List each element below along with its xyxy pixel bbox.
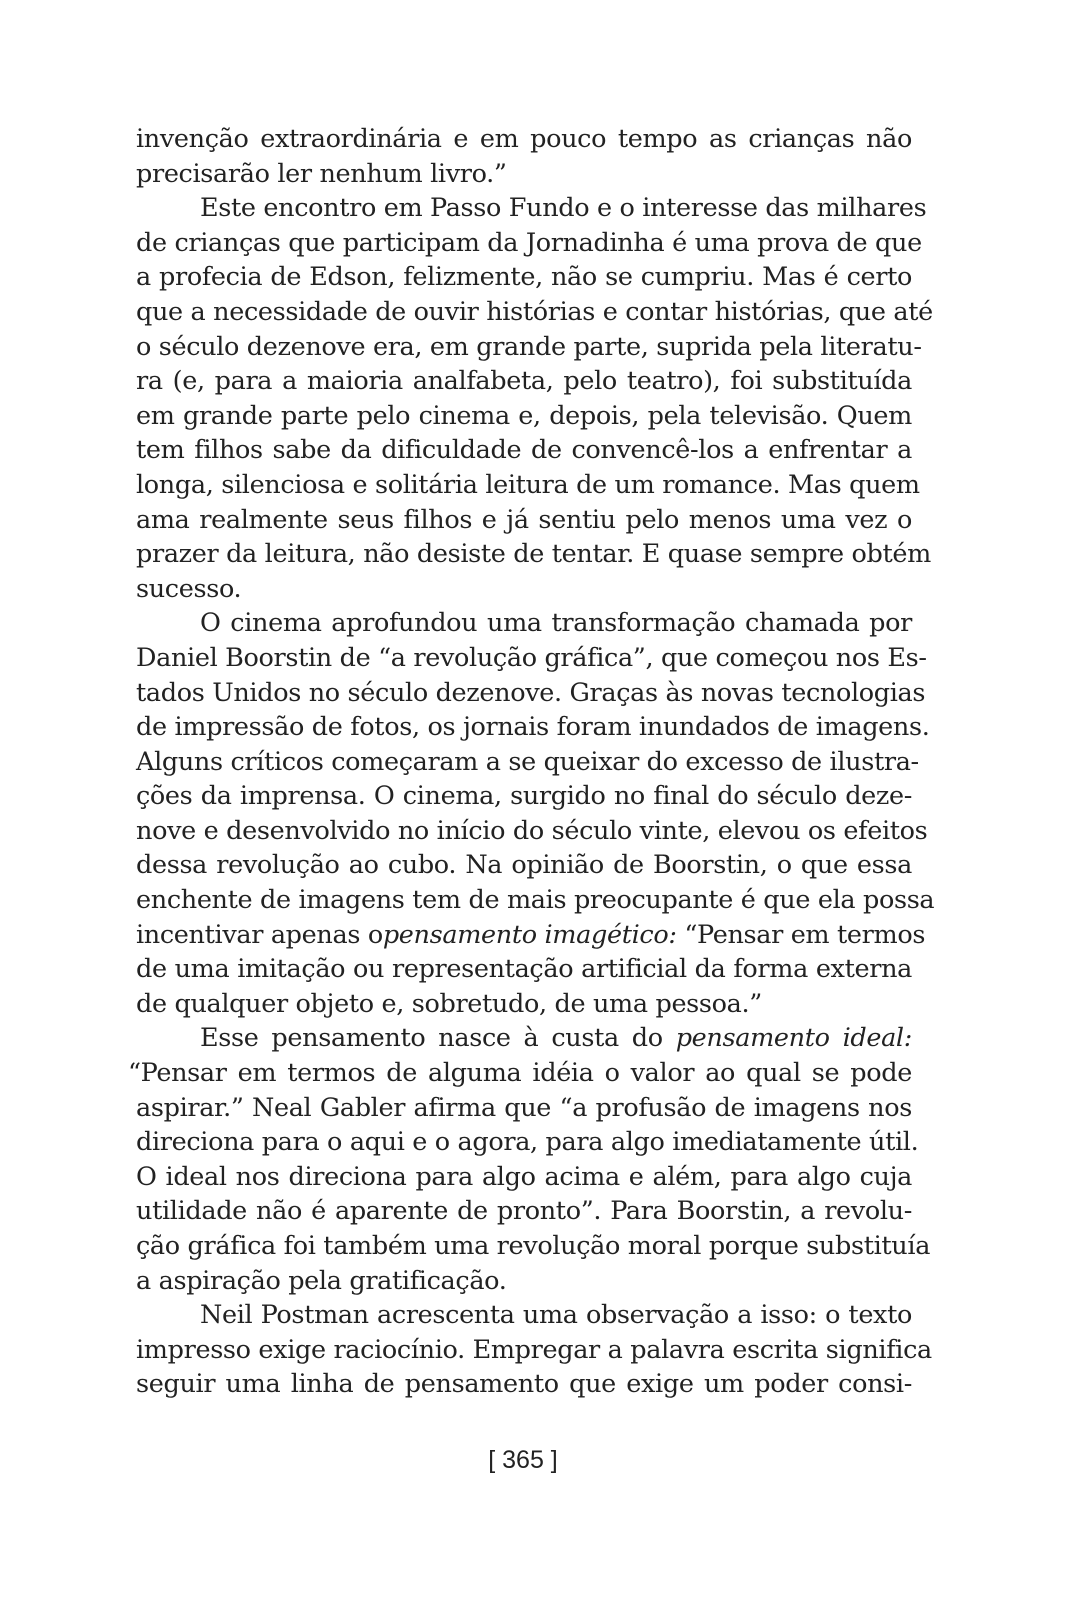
text-line: em grande parte pelo cinema e, depois, pela televisão. Quem (136, 400, 912, 431)
text-line: utilidade não é aparente de pronto”. Para Boorstin, a revolu- (136, 1196, 912, 1227)
text-line: Este encontro em Passo Fundo e o interesse das milhares (200, 193, 927, 224)
text-line: Daniel Boorstin de “a revolução gráfica”, que começou nos Es- (136, 642, 927, 673)
text-line: ção gráfica foi também uma revolução moral porque substituía (136, 1231, 931, 1261)
text-line: de impressão de fotos, os jornais foram inundados de imagens. (136, 712, 930, 743)
text-line: dessa revolução ao cubo. Na opinião de Boorstin, o que essa (136, 850, 912, 881)
paragraph (136, 191, 933, 606)
text-line: sucesso. (136, 573, 242, 604)
text-run: incentivar apenas o (136, 919, 383, 950)
text-line: invenção extraordinária e em pouco tempo as crianças não (136, 124, 912, 154)
paragraph (136, 1298, 932, 1402)
text-line: longa, silenciosa e solitária leitura de um romance. Mas quem (136, 469, 920, 500)
paragraph (136, 122, 912, 191)
text-line: que a necessidade de ouvir histórias e contar histórias, que até (136, 296, 933, 327)
text-line: “Pensar em termos de alguma idéia o valor ao qual se pode (128, 1058, 912, 1089)
paragraph (136, 606, 935, 1021)
text-line: enchente de imagens tem de mais preocupante é que ela possa (136, 885, 935, 916)
italic-term: pensamento ideal: (675, 1023, 912, 1054)
italic-term: pensamento imagético: (382, 919, 677, 950)
text-line: aspirar.” Neal Gabler afirma que “a profusão de imagens nos (136, 1092, 912, 1123)
page-number: [ 365 ] (488, 1446, 558, 1474)
text-line: a profecia de Edson, felizmente, não se cumpriu. Mas é certo (136, 262, 912, 293)
text-line: tem filhos sabe da dificuldade de convencê-los a enfrentar a (136, 435, 912, 466)
text-line: tados Unidos no século dezenove. Graças às novas tecnologias (136, 677, 926, 708)
text-line: ra (e, para a maioria analfabeta, pelo teatro), foi substituída (136, 366, 912, 397)
text-line: Neil Postman acrescenta uma observação a isso: o texto (200, 1300, 912, 1331)
text-line: prazer da leitura, não desiste de tentar. E quase sempre obtém (136, 539, 931, 570)
text-line: seguir uma linha de pensamento que exige um poder consi- (136, 1369, 912, 1400)
text-line: Alguns críticos começaram a se queixar do excesso de ilustra- (136, 746, 919, 777)
text-line: nove e desenvolvido no início do século vinte, elevou os efeitos (136, 815, 928, 846)
text-line: o século dezenove era, em grande parte, suprida pela literatu- (136, 331, 922, 362)
text-line: de uma imitação ou representação artificial da forma externa (136, 954, 912, 985)
text-run: “Pensar em termos (676, 919, 926, 950)
text-line: direciona para o aqui e o agora, para algo imediatamente útil. (136, 1127, 919, 1158)
paragraph (128, 1021, 931, 1298)
text-line: de qualquer objeto e, sobretudo, de uma pessoa.” (136, 988, 762, 1019)
text-line-mixed (136, 1021, 912, 1056)
text-line: O ideal nos direciona para algo acima e além, para algo cuja (136, 1161, 912, 1192)
text-line: a aspiração pela gratificação. (136, 1265, 507, 1296)
text-line: ama realmente seus filhos e já sentiu pelo menos uma vez o (136, 504, 912, 535)
text-line: de crianças que participam da Jornadinha é uma prova de que (136, 227, 922, 258)
text-line: precisarão ler nenhum livro.” (136, 158, 507, 189)
text-run: Esse pensamento nasce à custa do (200, 1023, 676, 1054)
text-line-mixed (136, 918, 926, 953)
text-line: ções da imprensa. O cinema, surgido no final do século deze- (136, 781, 912, 812)
book-page-text (128, 122, 935, 1402)
text-line: O cinema aprofundou uma transformação chamada por (200, 608, 912, 639)
text-line: impresso exige raciocínio. Empregar a palavra escrita significa (136, 1334, 932, 1365)
